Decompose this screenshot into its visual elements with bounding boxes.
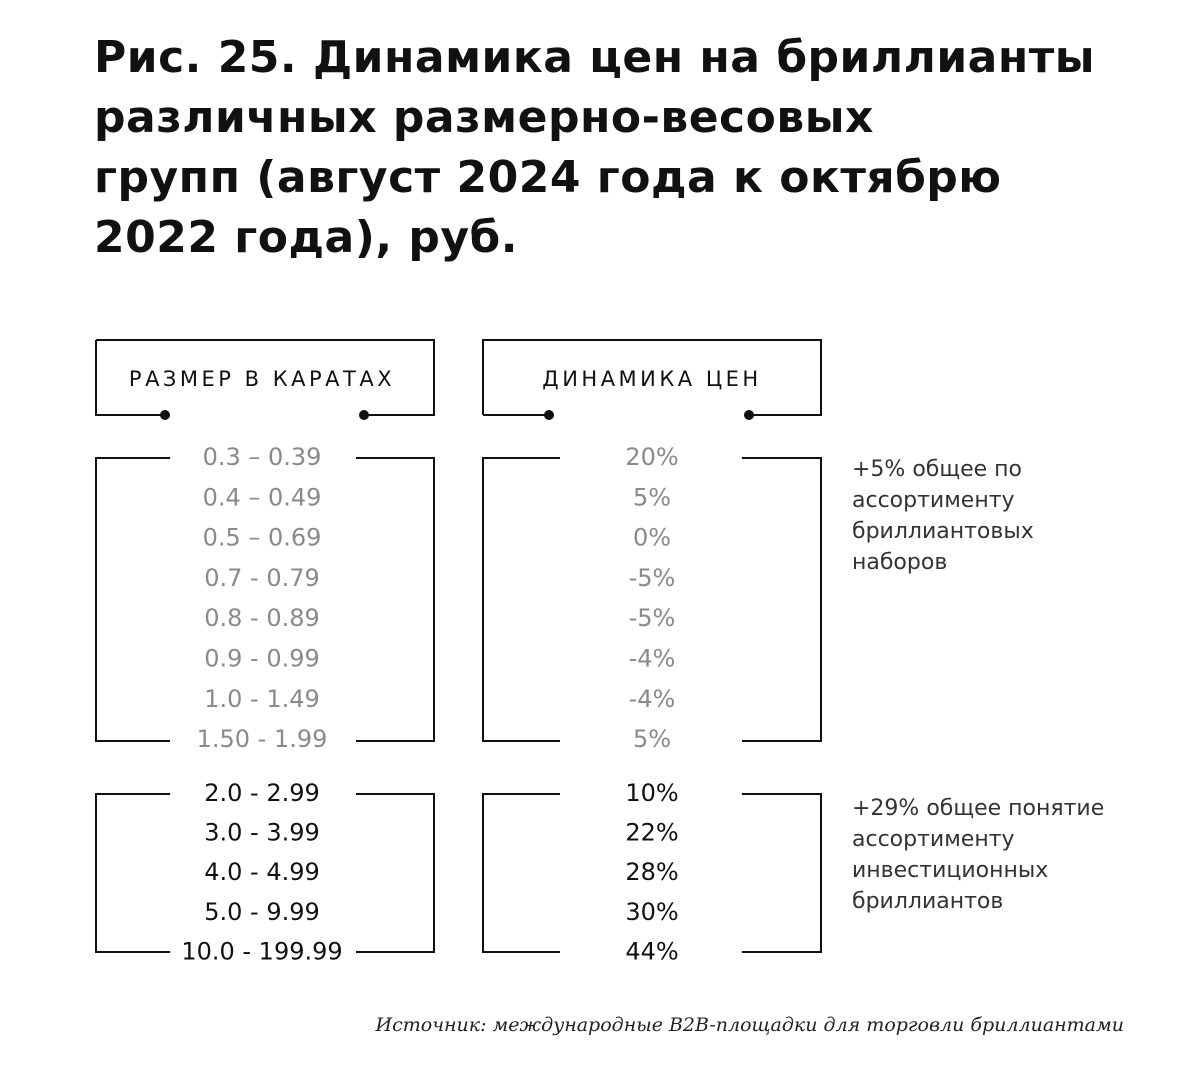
size-group-bracket-left xyxy=(96,458,170,741)
size-cell: 5.0 - 9.99 xyxy=(204,897,320,926)
size-group-bracket-left xyxy=(96,794,170,952)
connector-dot xyxy=(359,410,369,420)
title-line: Рис. 25. Динамика цен на бриллианты xyxy=(94,32,1096,83)
note-line: бриллиантов xyxy=(852,889,1004,914)
size-group-bracket-right xyxy=(356,458,434,741)
group-summary-note xyxy=(852,796,1104,914)
note-line: инвестиционных xyxy=(852,858,1049,883)
connector-dot xyxy=(160,410,170,420)
size-cell: 0.4 – 0.49 xyxy=(202,483,322,512)
change-cell: -4% xyxy=(628,684,676,713)
change-cell: 20% xyxy=(625,443,679,471)
change-cell: -5% xyxy=(628,604,676,633)
change-cell: 5% xyxy=(632,725,672,754)
dynamics-column-header xyxy=(483,340,821,420)
size-cell: 3.0 - 3.99 xyxy=(204,818,320,847)
note-line: бриллиантовых xyxy=(852,519,1034,544)
size-cell: 1.0 - 1.49 xyxy=(204,684,320,713)
title-line: различных размерно-весовых xyxy=(94,92,874,143)
size-cell: 0.5 – 0.69 xyxy=(202,523,322,552)
change-cell: 5% xyxy=(632,483,672,512)
note-line: наборов xyxy=(852,550,948,575)
size-cell: 0.7 - 0.79 xyxy=(204,563,320,592)
change-cell: 30% xyxy=(625,897,679,926)
dynamics-header-label: ДИНАМИКА ЦЕН xyxy=(542,367,762,391)
size-header-label: РАЗМЕР В КАРАТАХ xyxy=(128,367,396,391)
change-cell: 44% xyxy=(625,937,679,966)
group-summary-note xyxy=(852,457,1034,575)
note-line: ассортименту xyxy=(852,827,1015,852)
change-cell: -5% xyxy=(628,563,676,592)
dynamics-group-bracket-left xyxy=(483,794,560,952)
row-group-2 xyxy=(96,779,1104,965)
size-cell: 2.0 - 2.99 xyxy=(204,779,320,807)
dynamics-group-bracket-right xyxy=(742,458,821,741)
size-column-header xyxy=(96,340,434,420)
size-cell: 0.8 - 0.89 xyxy=(204,604,320,633)
size-cell: 4.0 - 4.99 xyxy=(204,858,320,887)
change-cell: -4% xyxy=(628,644,676,673)
size-group-bracket-right xyxy=(356,794,434,952)
change-cell: 0% xyxy=(632,523,672,552)
change-cell: 10% xyxy=(625,779,679,807)
title-line: 2022 года), руб. xyxy=(94,212,518,263)
row-group-1 xyxy=(96,443,1034,753)
source-note: Источник: международные B2B-площадки для торговли бриллиантами xyxy=(375,1014,1124,1036)
connector-dot xyxy=(544,410,554,420)
dynamics-group-bracket-left xyxy=(483,458,560,741)
title-line: групп (август 2024 года к октябрю xyxy=(94,152,1002,203)
note-line: +5% общее по xyxy=(852,457,1022,482)
size-cell: 10.0 - 199.99 xyxy=(181,937,343,966)
change-cell: 28% xyxy=(625,858,679,887)
note-line: ассортименту xyxy=(852,488,1015,513)
row-groups xyxy=(96,443,1104,965)
size-cell: 1.50 - 1.99 xyxy=(196,725,328,754)
size-cell: 0.3 – 0.39 xyxy=(202,443,322,471)
dynamics-group-bracket-right xyxy=(742,794,821,952)
size-cell: 0.9 - 0.99 xyxy=(204,644,320,673)
note-line: +29% общее понятие xyxy=(852,796,1105,821)
connector-dot xyxy=(744,410,754,420)
change-cell: 22% xyxy=(625,818,679,847)
